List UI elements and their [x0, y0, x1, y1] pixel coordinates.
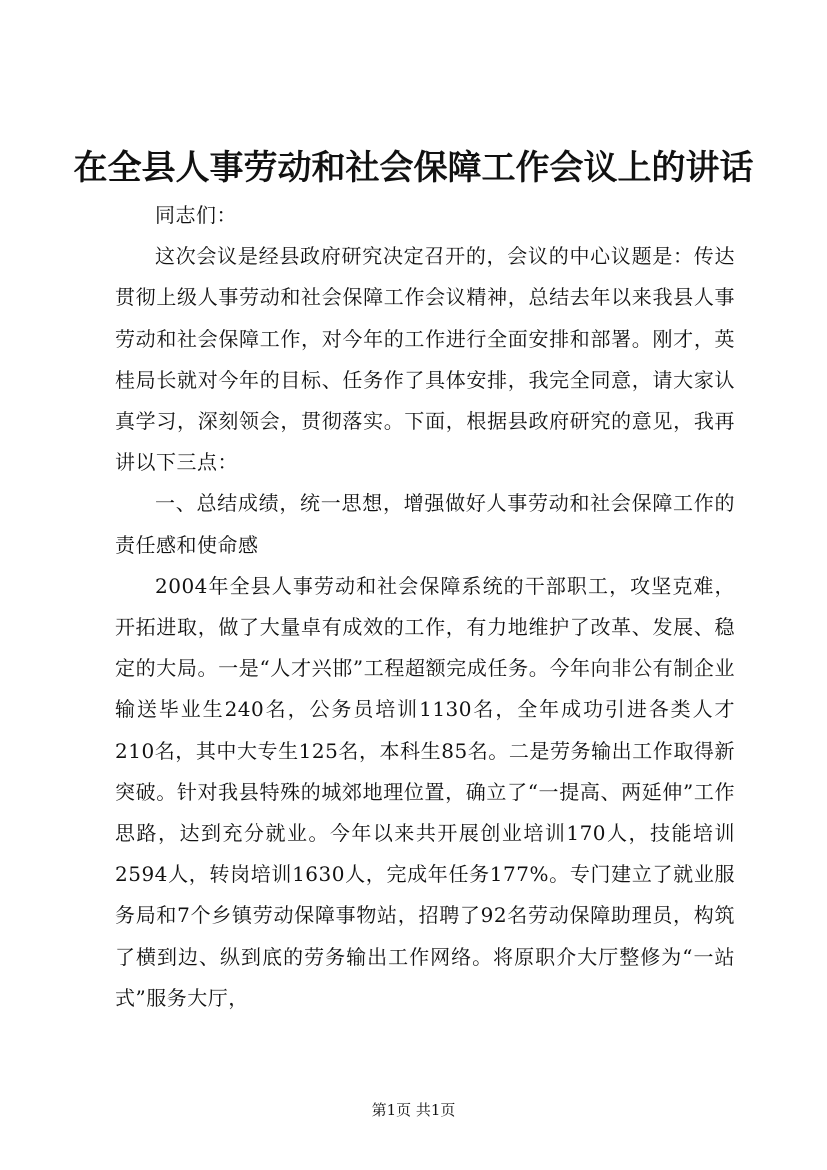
section-heading-1: 一、总结成绩，统一思想，增强做好人事劳动和社会保障工作的责任感和使命感	[115, 491, 735, 557]
document-body	[115, 195, 735, 1019]
page-footer: 第1页 共1页	[371, 1101, 456, 1119]
paragraph-achievements: 2004年全县人事劳动和社会保障系统的干部职工，攻坚克难，开拓进取，做了大量卓有成效的工作，有力地维护了改革、发展、稳定的大局。一是“人才兴邯”工程超额完成任务。今年向非公有制企业输送毕业生240名，公务员培训1130名，全年成功引进各类人才210名，其中大专生125名，本科生85名。二是劳务输出工作取得新突破。针对我县特殊的城郊地理位置，确立了“一提高、两延伸”工作思路，达到充分就业。今年以来共开展创业培训170人，技能培训2594人，转岗培训1630人，完成年任务177%。专门建立了就业服务局和7个乡镇劳动保障事物站，招聘了92名劳动保障助理员，构筑了横到边、纵到底的劳务输出工作网络。将原职介大厅整修为“一站式”服务大厅，	[115, 573, 735, 1010]
document-title: 在全县人事劳动和社会保障工作会议上的讲话	[73, 148, 754, 188]
salutation: 同志们：	[155, 203, 237, 227]
paragraph-intro: 这次会议是经县政府研究决定召开的，会议的中心议题是：传达贯彻上级人事劳动和社会保障工作会议精神，总结去年以来我县人事劳动和社会保障工作，对今年的工作进行全面安排和部署。刚才，英桂局长就对今年的目标、任务作了具体安排，我完全同意，请大家认真学习，深刻领会，贯彻落实。下面，根据县政府研究的意见，我再讲以下三点：	[115, 244, 735, 475]
